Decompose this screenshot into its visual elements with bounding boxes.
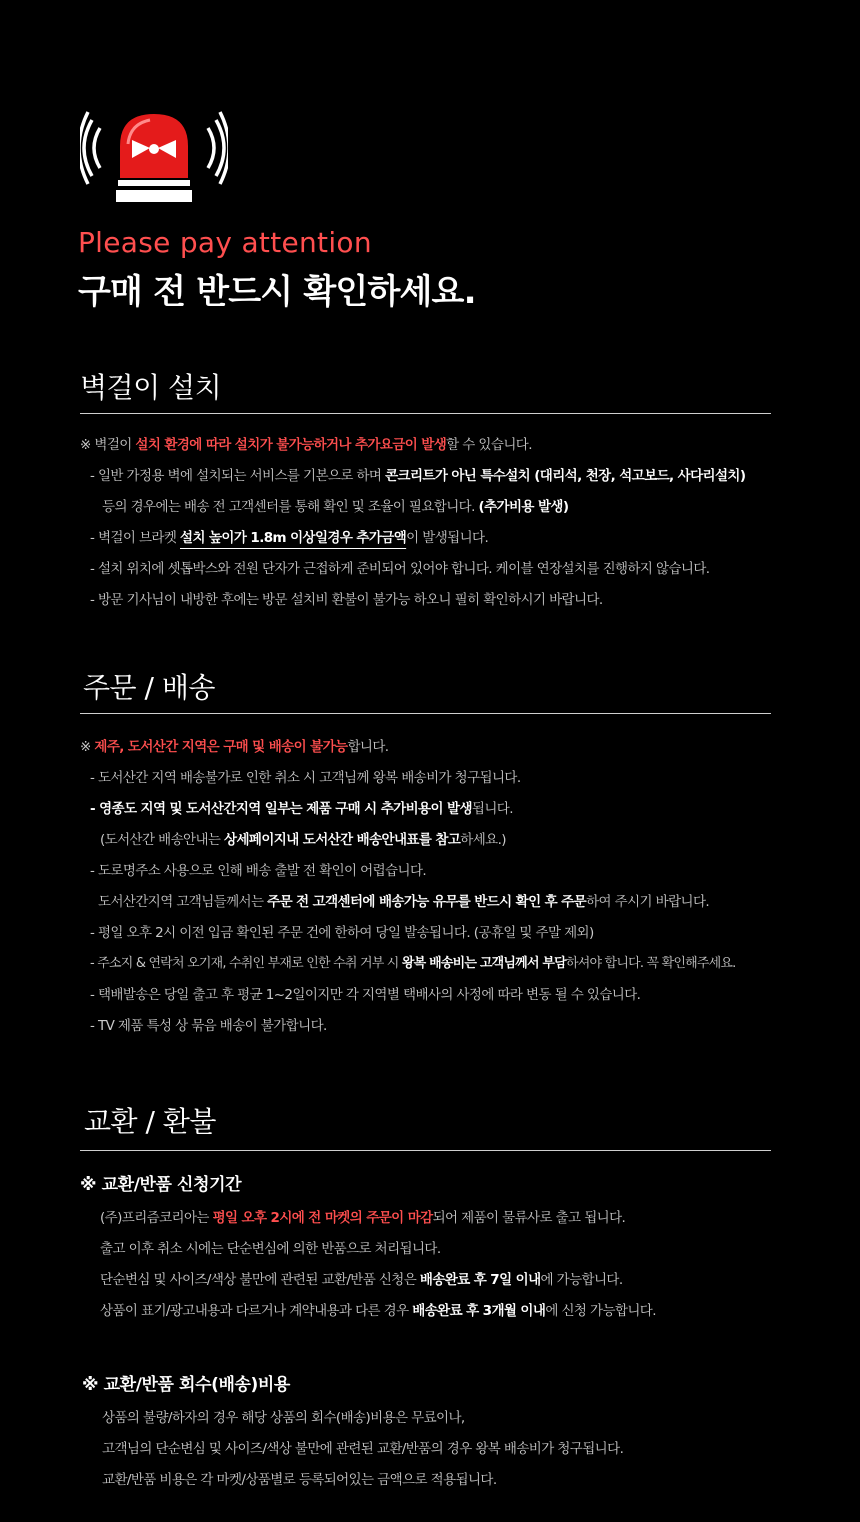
wall-line-3: 등의 경우에는 배송 전 고객센터를 통해 확인 및 조율이 필요합니다. (추가비용 발생) — [102, 499, 569, 515]
shipping-line-9: - 택배발송은 당일 출고 후 평균 1~2일이지만 각 지역별 택배사의 사정에 따라 변동 될 수 있습니다. — [90, 987, 641, 1003]
wall-line-5: - 설치 위치에 셋톱박스와 전원 단자가 근접하게 준비되어 있어야 합니다. 케이블 연장설치를 진행하지 않습니다. — [90, 561, 710, 577]
shipping-line-7: - 평일 오후 2시 이전 입금 확인된 주문 건에 한하여 당일 발송됩니다. (공휴일 및 주말 제외) — [90, 925, 594, 941]
shipping-line-1: ※ 제주, 도서산간 지역은 구매 및 배송이 불가능합니다. — [80, 739, 389, 755]
exchange-line-3: 단순변심 및 사이즈/색상 불만에 관련된 교환/반품 신청은 배송완료 후 7일 이내에 가능합니다. — [100, 1272, 623, 1288]
exchange-line-1: (주)프리즘코리아는 평일 오후 2시에 전 마켓의 주문이 마감되어 제품이 물류사로 출고 됩니다. — [100, 1210, 626, 1226]
section-title-shipping: 주문 / 배송 — [83, 671, 215, 704]
section-title-exchange: 교환 / 환불 — [84, 1105, 216, 1138]
siren-icon — [80, 108, 228, 204]
exchange-line-7: 교환/반품 비용은 각 마켓/상품별로 등록되어있는 금액으로 적용됩니다. — [102, 1472, 497, 1488]
page-title: 구매 전 반드시 확인하세요. — [78, 272, 476, 312]
wall-line-2: - 일반 가정용 벽에 설치되는 서비스를 기본으로 하며 콘크리트가 아닌 특수설치 (대리석, 천장, 석고보드, 사다리설치) — [90, 468, 746, 484]
exchange-subtitle-cost: ※ 교환/반품 회수(배송)비용 — [82, 1375, 290, 1395]
exchange-line-5: 상품의 불량/하자의 경우 해당 상품의 회수(배송)비용은 무료이나, — [102, 1410, 465, 1426]
shipping-line-8: - 주소지 & 연락처 오기재, 수취인 부재로 인한 수취 거부 시 왕복 배송비는 고객님께서 부담하셔야 합니다. 꼭 확인해주세요. — [90, 956, 736, 971]
shipping-line-3: - 영종도 지역 및 도서산간지역 일부는 제품 구매 시 추가비용이 발생됩니다. — [90, 801, 513, 817]
shipping-line-2: - 도서산간 지역 배송불가로 인한 취소 시 고객님께 왕복 배송비가 청구됩니다. — [90, 770, 521, 786]
wall-line-6: - 방문 기사님이 내방한 후에는 방문 설치비 환불이 불가능 하오니 필히 확인하시기 바랍니다. — [90, 592, 603, 608]
exchange-line-6: 고객님의 단순변심 및 사이즈/색상 불만에 관련된 교환/반품의 경우 왕복 배송비가 청구됩니다. — [102, 1441, 624, 1457]
wall-line-4: - 벽걸이 브라켓 설치 높이가 1.8m 이상일경우 추가금액이 발생됩니다. — [90, 530, 489, 546]
exchange-subtitle-period: ※ 교환/반품 신청기간 — [80, 1175, 242, 1195]
shipping-line-6: 도서산간지역 고객님들께서는 주문 전 고객센터에 배송가능 유무를 반드시 확인 후 주문하여 주시기 바랍니다. — [98, 894, 710, 910]
exchange-line-4: 상품이 표기/광고내용과 다르거나 계약내용과 다른 경우 배송완료 후 3개월 이내에 신청 가능합니다. — [100, 1303, 656, 1319]
eyebrow-title: Please pay attention — [78, 226, 372, 259]
section-divider — [80, 413, 771, 414]
section-divider — [80, 713, 771, 714]
section-divider — [80, 1150, 771, 1151]
shipping-line-10: - TV 제품 특성 상 묶음 배송이 불가합니다. — [90, 1018, 327, 1034]
exchange-line-2: 출고 이후 취소 시에는 단순변심에 의한 반품으로 처리됩니다. — [100, 1241, 441, 1257]
section-title-wall: 벽걸이 설치 — [80, 371, 222, 404]
shipping-line-5: - 도로명주소 사용으로 인해 배송 출발 전 확인이 어렵습니다. — [90, 863, 427, 879]
wall-line-1: ※ 벽걸이 설치 환경에 따라 설치가 불가능하거나 추가요금이 발생할 수 있습니다. — [80, 437, 532, 453]
shipping-line-4: (도서산간 배송안내는 상세페이지내 도서산간 배송안내표를 참고하세요.) — [100, 832, 506, 848]
